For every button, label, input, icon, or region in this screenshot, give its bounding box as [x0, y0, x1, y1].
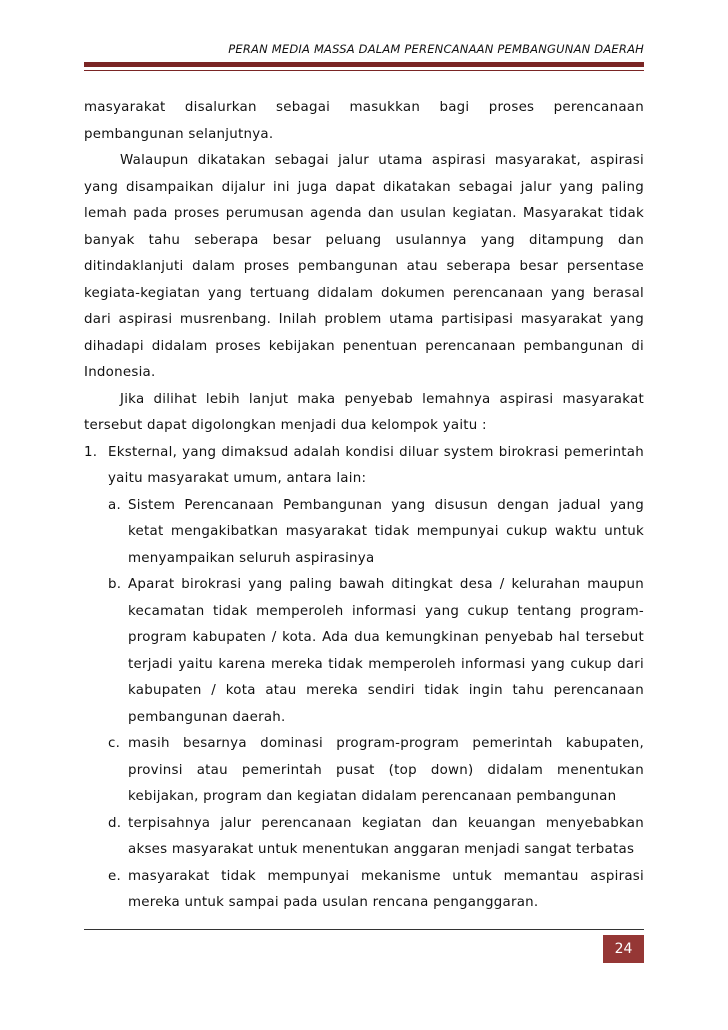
sub-list-text: Aparat birokrasi yang paling bawah ditingkat desa / kelurahan maupun kecamatan tidak memperoleh informasi yang cukup tentang program-program kabupaten / kota. Ada dua kemungkinan penyebab hal tersebut terjadi yaitu karena mereka tidak memperoleh informasi yang cukup dari kabupaten / kota atau mereka sendiri tidak ingin tahu perencanaan pembangunan daerah. [128, 577, 644, 725]
page-content [84, 95, 644, 917]
header-rule-thick [84, 62, 644, 67]
paragraph-penyebab: Jika dilihat lebih lanjut maka penyebab lemahnya aspirasi masyarakat tersebut dapat digolongkan menjadi dua kelompok yaitu : [84, 391, 644, 433]
sub-list-item [84, 731, 644, 811]
list-item-eksternal [84, 440, 644, 493]
footer-rule [84, 929, 644, 930]
sub-list-letter: b. [108, 577, 122, 592]
sub-list-item [84, 811, 644, 864]
list-number: 1. [84, 444, 98, 460]
sub-list-letter: c. [108, 736, 121, 751]
list-item-text: Eksternal, yang dimaksud adalah kondisi diluar system birokrasi pemerintah yaitu masyarakat umum, antara lain: [108, 444, 644, 486]
header-rule-thin [84, 70, 644, 71]
sub-list-letter: a. [108, 497, 121, 513]
sub-list-text: Sistem Perencanaan Pembangunan yang disusun dengan jadual yang ketat mengakibatkan masyarakat tidak mempunyai cukup waktu untuk menyampaikan seluruh aspirasinya [128, 497, 644, 566]
sub-list-letter: d. [108, 815, 122, 831]
sub-list-item [84, 493, 644, 573]
paragraph-aspirasi: Walaupun dikatakan sebagai jalur utama aspirasi masyarakat, aspirasi yang disampaikan dijalur ini juga dapat dikatakan sebagai jalur yang paling lemah pada proses perumusan agenda dan usulan kegiatan. Masyarakat tidak banyak tahu seberapa besar peluang usulannya yang ditampung dan ditindaklanjuti dalam proses pembangunan atau seberapa besar persentase kegiata-kegiatan yang tertuang didalam dokumen perencanaan yang berasal dari aspirasi musrenbang. Inilah problem utama partisipasi masyarakat yang dihadapi didalam proses kebijakan penentuan perencanaan pembangunan di Indonesia. [84, 153, 644, 380]
sub-list-text: terpisahnya jalur perencanaan kegiatan dan keuangan menyebabkan akses masyarakat untuk menentukan anggaran menjadi sangat terbatas [128, 815, 644, 857]
paragraph-continuation: masyarakat disalurkan sebagai masukkan bagi proses perencanaan pembangunan selanjutnya. [84, 100, 644, 142]
page-number: 24 [603, 935, 644, 963]
sub-list-item [84, 864, 644, 917]
sub-list-letter: e. [108, 868, 121, 884]
sub-list-item [84, 572, 644, 731]
sub-list-text: masyarakat tidak mempunyai mekanisme untuk memantau aspirasi mereka untuk sampai pada usulan rencana penganggaran. [128, 868, 644, 910]
cause-list [84, 440, 644, 917]
sub-list-text: masih besarnya dominasi program-program pemerintah kabupaten, provinsi atau pemerintah pusat (top down) didalam menentukan kebijakan, program dan kegiatan didalam perencanaan pembangunan [128, 736, 644, 804]
running-header: PERAN MEDIA MASSA DALAM PERENCANAAN PEMBANGUNAN DAERAH [228, 42, 644, 56]
